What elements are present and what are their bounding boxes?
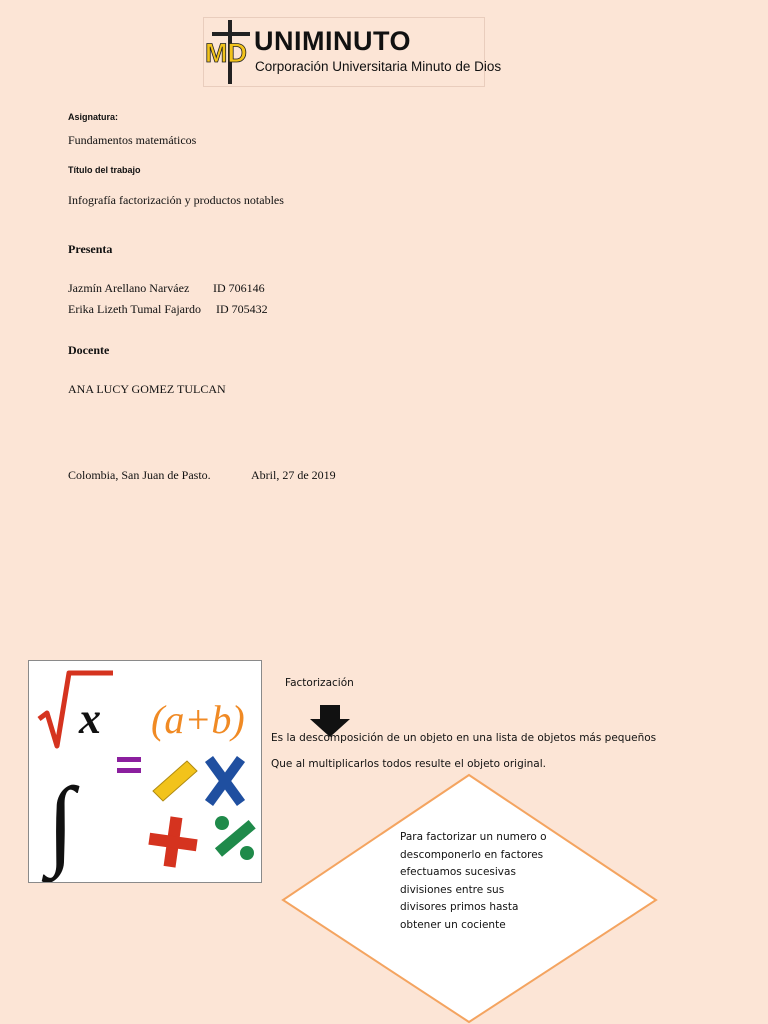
logo-subtitle: Corporación Universitaria Minuto de Dios xyxy=(255,59,502,74)
math-symbols-image xyxy=(28,660,262,883)
author-id-1: ID 706146 xyxy=(213,281,265,295)
binomial-glyph: (a+b) xyxy=(151,697,245,742)
minus-icon xyxy=(153,761,197,801)
md-cross-icon xyxy=(204,18,256,86)
docente-heading: Docente xyxy=(68,343,110,357)
date: Abril, 27 de 2019 xyxy=(251,468,336,482)
title-label: Título del trabajo xyxy=(68,165,141,175)
integral-icon: ∫ xyxy=(47,767,75,878)
equals-icon xyxy=(117,757,141,762)
author-name-1: Jazmín Arellano Narváez xyxy=(68,281,190,295)
math-symbols-illustration xyxy=(29,661,261,882)
university-logo xyxy=(203,17,502,87)
logo-name: UNIMINUTO xyxy=(254,26,411,56)
presenta-heading: Presenta xyxy=(68,242,113,256)
author-name-2: Erika Lizeth Tumal Fajardo xyxy=(68,302,201,316)
root-x-glyph: x xyxy=(79,694,101,743)
author-id-2: ID 705432 xyxy=(216,302,268,316)
subject-value: Fundamentos matemáticos xyxy=(68,133,197,147)
title-value: Infografía factorización y productos notables xyxy=(68,193,284,207)
location: Colombia, San Juan de Pasto. xyxy=(68,468,211,482)
subject-label: Asignatura: xyxy=(68,112,119,122)
root-icon xyxy=(39,673,113,746)
factorizacion-heading: Factorización xyxy=(285,677,354,689)
logo-initials: MD xyxy=(205,38,247,68)
diamond-text: Para factorizar un numero o descomponerlo en factores efectuamos sucesivas divisiones entre sus divisores primos hasta obtener un cociente xyxy=(400,831,547,931)
docente-name: ANA LUCY GOMEZ TULCAN xyxy=(68,382,226,396)
definition-line-2: Que al multiplicarlos todos resulte el objeto original. xyxy=(271,758,546,770)
definition-line-1: Es la descomposición de un objeto en una lista de objetos más pequeños xyxy=(271,732,657,744)
